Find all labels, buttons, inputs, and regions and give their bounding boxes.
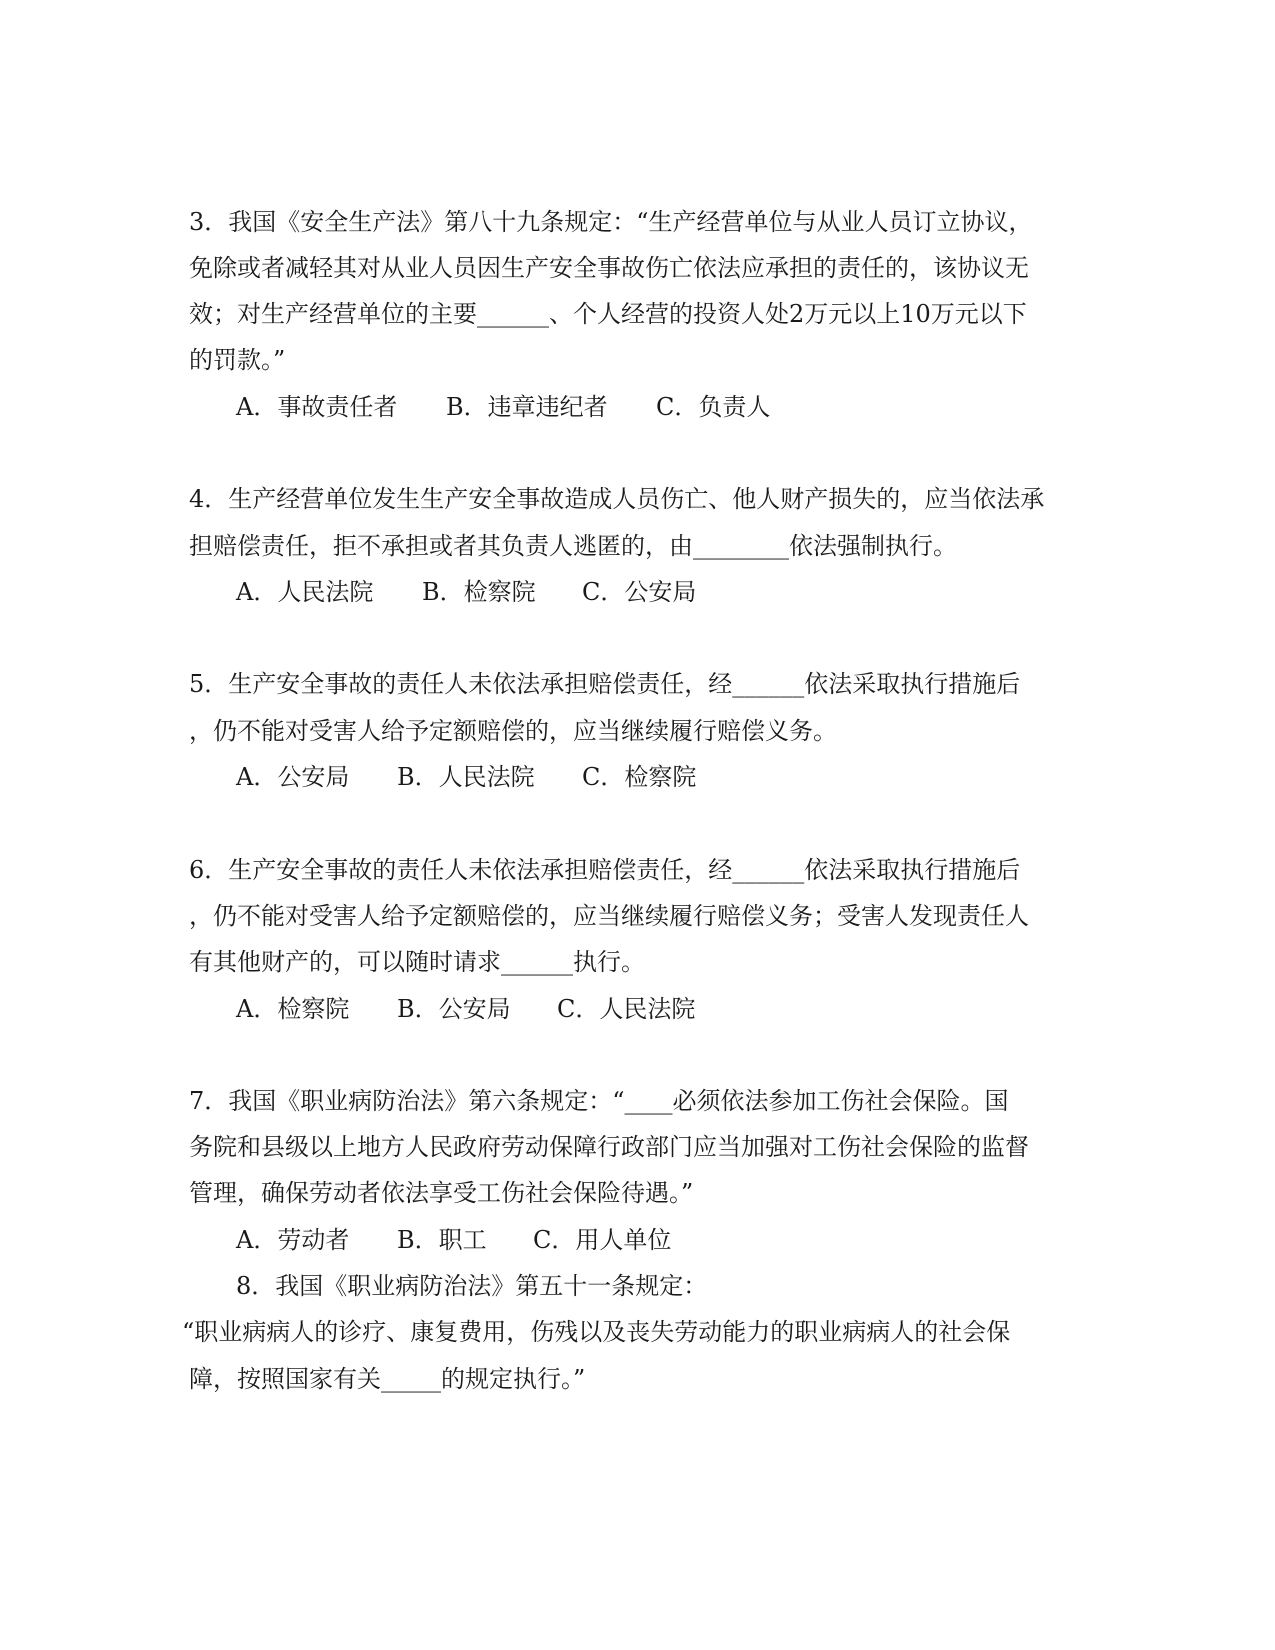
- question-4-option-a: A．人民法院: [236, 578, 374, 606]
- question-3-line-1: 3．我国《安全生产法》第八十九条规定：“生产经营单位与从业人员订立协议，: [189, 208, 1033, 236]
- question-4-line-1: 4．生产经营单位发生生产安全事故造成人员伤亡、他人财产损失的，应当依法承: [189, 485, 1045, 513]
- question-5-option-a: A．公安局: [236, 763, 350, 791]
- question-6-option-c: C．人民法院: [557, 995, 696, 1023]
- question-3-option-b: B．违章违纪者: [446, 393, 608, 421]
- question-5-line-1: 5．生产安全事故的责任人未依法承担赔偿责任，经______依法采取执行措施后: [189, 670, 1021, 698]
- question-3-line-3: 效；对生产经营单位的主要______、个人经营的投资人处2万元以上10万元以下: [189, 300, 1027, 328]
- question-3-option-c: C．负责人: [656, 393, 771, 421]
- question-7-line-1: 7．我国《职业病防治法》第六条规定：“____必须依法参加工伤社会保险。国: [189, 1087, 1009, 1115]
- question-7-option-b: B．职工: [397, 1226, 487, 1254]
- question-3-line-2: 免除或者减轻其对从业人员因生产安全事故伤亡依法应承担的责任的，该协议无: [189, 254, 1029, 282]
- question-6-option-a: A．检察院: [236, 995, 350, 1023]
- question-5-line-2: ，仍不能对受害人给予定额赔偿的，应当继续履行赔偿义务。: [189, 717, 837, 745]
- question-7-line-2: 务院和县级以上地方人民政府劳动保障行政部门应当加强对工伤社会保险的监督: [189, 1133, 1029, 1161]
- question-7-line-3: 管理，确保劳动者依法享受工伤社会保险待遇。”: [189, 1179, 694, 1207]
- question-5-option-c: C．检察院: [582, 763, 697, 791]
- question-7-option-a: A．劳动者: [236, 1226, 350, 1254]
- question-5-option-b: B．人民法院: [397, 763, 535, 791]
- question-6-line-3: 有其他财产的，可以随时请求______执行。: [189, 948, 645, 976]
- question-6-line-1: 6．生产安全事故的责任人未依法承担赔偿责任，经______依法采取执行措施后: [189, 856, 1021, 884]
- question-4-option-c: C．公安局: [582, 578, 697, 606]
- question-4-line-2: 担赔偿责任，拒不承担或者其负责人逃匿的，由________依法强制执行。: [189, 532, 957, 560]
- question-8-line-3: 障，按照国家有关_____的规定执行。”: [189, 1365, 586, 1393]
- question-8-line-2: “职业病病人的诊疗、康复费用，伤残以及丧失劳动能力的职业病病人的社会保: [182, 1318, 1011, 1346]
- question-7-option-c: C．用人单位: [533, 1226, 672, 1254]
- question-6-option-b: B．公安局: [397, 995, 511, 1023]
- question-4-option-b: B．检察院: [422, 578, 536, 606]
- question-8-line-1: 8．我国《职业病防治法》第五十一条规定：: [236, 1272, 708, 1300]
- question-3-line-4: 的罚款。”: [189, 346, 286, 374]
- question-6-line-2: ，仍不能对受害人给予定额赔偿的，应当继续履行赔偿义务；受害人发现责任人: [189, 902, 1029, 930]
- question-3-option-a: A．事故责任者: [236, 393, 398, 421]
